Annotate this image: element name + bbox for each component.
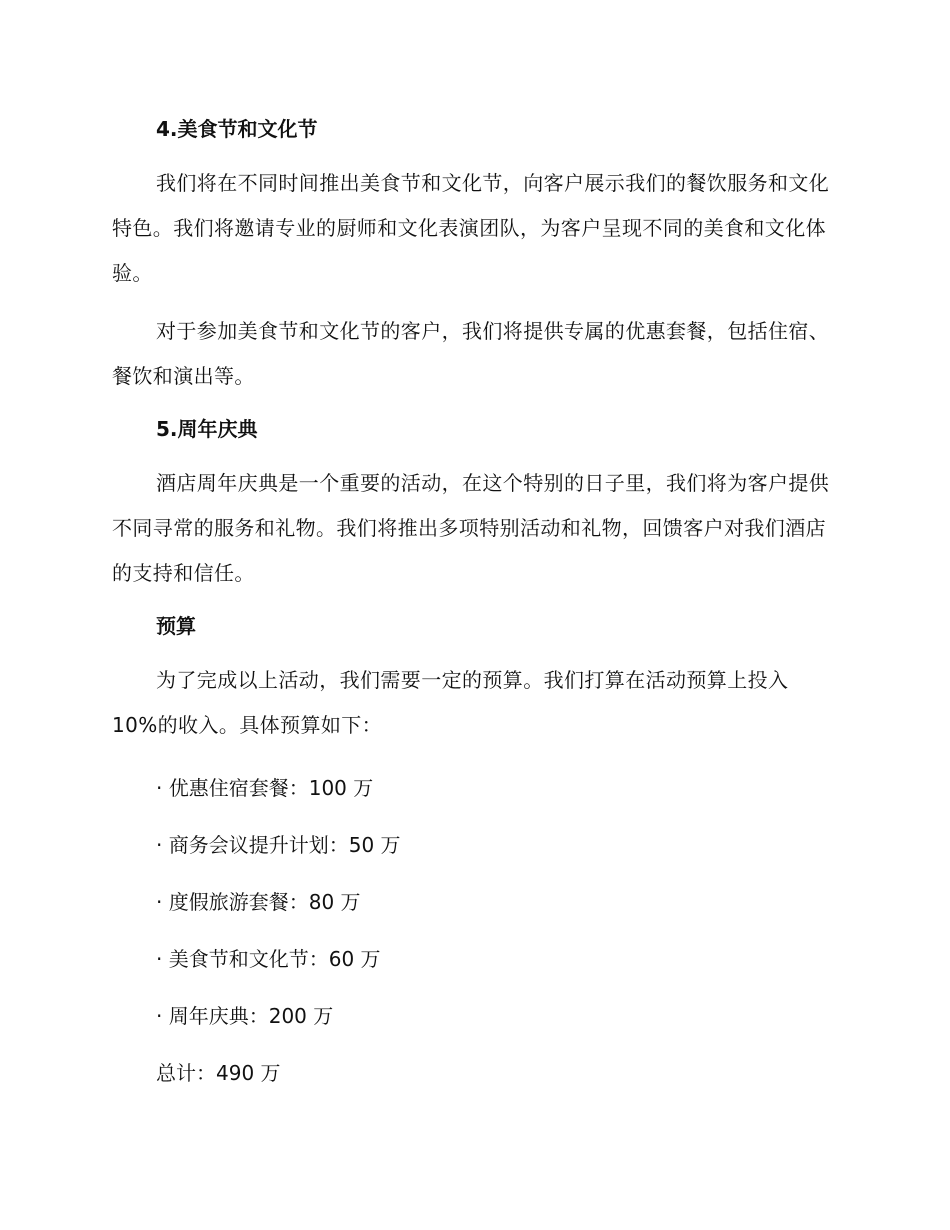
budget-item: · 优惠住宿套餐：100 万 xyxy=(156,776,374,800)
budget-item: · 美食节和文化节：60 万 xyxy=(156,947,381,971)
paragraph-anniversary: 酒店周年庆典是一个重要的活动，在这个特别的日子里，我们将为客户提供不同寻常的服务和礼物。我们将推出多项特别活动和礼物，回馈客户对我们酒店的支持和信任。 xyxy=(112,471,830,585)
section-heading-food-festival: 4.美食节和文化节 xyxy=(156,117,318,141)
section-heading-anniversary: 5.周年庆典 xyxy=(156,417,258,441)
paragraph-food-festival-offer: 对于参加美食节和文化节的客户，我们将提供专属的优惠套餐，包括住宿、餐饮和演出等。 xyxy=(112,319,830,388)
budget-item: · 度假旅游套餐：80 万 xyxy=(156,890,361,914)
section-heading-budget: 预算 xyxy=(156,614,196,638)
budget-item: · 商务会议提升计划：50 万 xyxy=(156,833,401,857)
budget-item: · 周年庆典：200 万 xyxy=(156,1004,334,1028)
paragraph-food-festival-intro: 我们将在不同时间推出美食节和文化节，向客户展示我们的餐饮服务和文化特色。我们将邀请专业的厨师和文化表演团队，为客户呈现不同的美食和文化体验。 xyxy=(112,171,830,285)
paragraph-budget-intro: 为了完成以上活动，我们需要一定的预算。我们打算在活动预算上投入10%的收入。具体预算如下： xyxy=(112,668,789,737)
document-page xyxy=(112,112,832,1090)
budget-total: 总计：490 万 xyxy=(156,1061,281,1085)
